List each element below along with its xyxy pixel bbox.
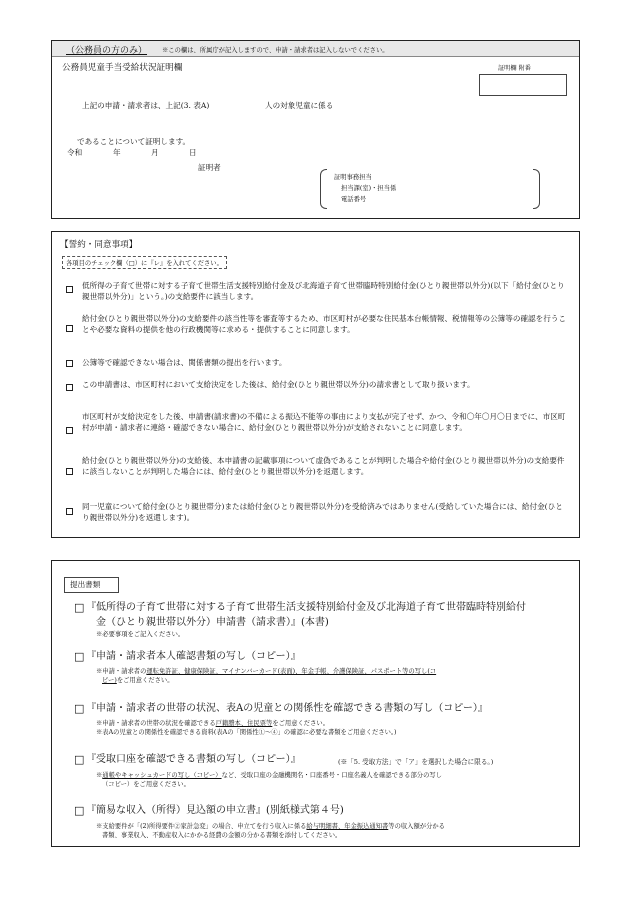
doc-2-title: 『申請・請求者本人確認書類の写し（コピー）』 [86, 651, 301, 662]
doc-3-note-b: ※表Aの児童との関係性を確認できる資料(表Aの「関係性①～④」の確認に必要な書類をご用意ください。) [96, 729, 397, 736]
documents-section [51, 560, 580, 847]
contact-label-3: 電話番号 [341, 196, 367, 203]
doc-4-suffix: (※「5. 受取方法」で「ア」を選択した場合に限る。) [338, 758, 494, 766]
pledge-checkbox[interactable] [66, 360, 73, 367]
cert-line-2: であることについて証明します。 [77, 137, 191, 146]
doc-checkbox[interactable]: □ [74, 601, 85, 614]
doc-4-note-b: （コピー）をご用意ください。 [102, 781, 190, 788]
pledge-title: 【誓約・同意事項】 [60, 240, 138, 250]
pledge-checkbox[interactable] [66, 286, 73, 293]
date-day: 日 [189, 148, 197, 157]
pledge-item-text: 市区町村が支給決定をした後、申請書(請求書)の不備による振込不能等の事由により支払が完了せず、かつ、令和〇年〇月〇日までに、市区町村が申請・請求者に連絡・確認できない場合に、給付金(ひとり親世帯以外分)が支給されないことに同意します。 [82, 412, 566, 432]
date-year: 年 [113, 148, 121, 157]
pledge-instruction: 各項目のチェック欄（□）に『レ』を入れてください。 [62, 256, 227, 269]
doc-2-note-a-pre: ※申請・請求者の [96, 668, 147, 675]
doc-checkbox[interactable]: □ [74, 650, 85, 663]
pledge-item-text: 公簿等で確認できない場合は、関係書類の提出を行います。 [82, 358, 287, 367]
doc-1-title-b: 金（ひとり親世帯以外分）申請書（請求書）』(本書) [96, 617, 329, 628]
pledge-checkbox[interactable] [66, 427, 73, 434]
date-era: 令和 [67, 148, 83, 157]
doc-5-note-b: 書類、事業収入、不動産収入にかかる経費の金額の分かる書類を添付してください。 [102, 832, 342, 839]
doc-3-note-a-post: をご用意ください。 [272, 720, 329, 727]
doc-checkbox[interactable]: □ [74, 702, 85, 715]
doc-1-title-a: 『低所得の子育て世帯に対する子育て世帯生活支援特別給付金及び北海道子育て世帯臨時特別給付 [86, 602, 526, 613]
doc-2-note-b-ul: ピー) [102, 677, 117, 684]
doc-5-note-a-pre: ※支給要件が「(2)所得要件②家計急変」の場合、申立てを行う収入に係る [96, 823, 307, 830]
pledge-item-text: 低所得の子育て世帯に対する子育て世帯生活支援特別給付金及び北海道子育て世帯臨時特別給付金(ひとり親世帯以外分)(以下「給付金(ひとり親世帯以外分)」という。)の支給要件に該当します。 [82, 281, 565, 301]
contact-label-2: 担当課(室)・担当係 [341, 185, 397, 192]
doc-checkbox[interactable]: □ [74, 753, 85, 766]
cert-line-1b: 人の対象児童に係る [265, 101, 334, 110]
doc-3-note-a-pre: ※申請・請求者の世帯の状況を確認できる [96, 720, 216, 727]
official-header-label: （公務員の方のみ） [66, 46, 148, 56]
cert-number-box[interactable] [479, 74, 567, 96]
doc-checkbox[interactable]: □ [74, 804, 85, 817]
official-header-note: ※この欄は、所属庁が記入しますので、申請・請求者は記入しないでください。 [162, 47, 389, 54]
doc-2-note-a-ul: 運転免許証、健康保険証、マイナンバーカード(表面)、年金手帳、介護保険証、パスポート等の写し(コ [146, 668, 437, 675]
doc-3-note-a-ul: 戸籍謄本、住民票等 [215, 720, 273, 727]
pledge-item-text: 給付金(ひとり親世帯以外分)の支給後、本申請書の記載事項について虚偽であることが判明した場合や給付金(ひとり親世帯以外分)の支給要件に該当しないことが判明した場合には、給付金(ひとり親世帯以外分)を返還します。 [82, 456, 565, 476]
contact-bracket-right [533, 169, 540, 209]
doc-2-note-b [102, 676, 173, 685]
contact-label-1: 証明事務担当 [334, 174, 372, 181]
pledge-section [51, 231, 580, 538]
doc-2-note-a [96, 667, 436, 676]
official-section [51, 40, 580, 219]
doc-5-note-a-post: 等の収入額が分かる [388, 823, 445, 830]
doc-4-note-a [96, 771, 442, 780]
pledge-item-text: 給付金(ひとり親世帯以外分)の支給要件の該当性等を審査等するため、市区町村が必要な住民基本台帳情報、税情報等の公簿等の確認を行うことや必要な資料の提供を他の行政機関等に求める・提供することに同意します。 [82, 314, 567, 334]
documents-title: 提出書類 [70, 580, 101, 589]
doc-5-title: 『簡易な収入（所得）見込額の申立書』(別紙様式第４号) [86, 805, 344, 816]
doc-4-title: 『受取口座を確認できる書類の写し（コピー）』 [86, 754, 301, 765]
doc-4-note-a-ul: 通帳やキャッシュカードの写し（コピー） [102, 772, 222, 779]
doc-5-note-a-ul: 給与明細書、年金振込通知書 [306, 823, 389, 830]
pledge-checkbox[interactable] [66, 468, 73, 475]
pledge-checkbox[interactable] [66, 384, 73, 391]
doc-4-note-a-post: など、受取口座の金融機関名・口座番号・口座名義人を確認できる部分の写し [221, 772, 442, 779]
contact-bracket-left [320, 169, 327, 209]
pledge-item-text: この申請書は、市区町村において支給決定をした後は、給付金(ひとり親世帯以外分)の請求書として取り扱います。 [82, 380, 475, 389]
doc-4-note-a-pre: ※ [96, 772, 103, 779]
doc-1-note: ※必要事項をご記入ください。 [96, 631, 185, 638]
doc-3-note-a [96, 719, 329, 728]
pledge-checkbox[interactable] [66, 508, 73, 515]
date-month: 月 [151, 148, 159, 157]
official-title: 公務員児童手当受給状況証明欄 [62, 63, 183, 73]
certifier-label: 証明者 [198, 163, 221, 172]
cert-line-1: 上記の申請・請求者は、上記(3. 表A) [82, 101, 210, 110]
doc-3-title: 『申請・請求者の世帯の状況、表Aの児童との関係性を確認できる書類の写し（コピー）』 [86, 703, 488, 714]
cert-number-label: 証明欄 附番 [498, 65, 531, 72]
pledge-checkbox[interactable] [66, 325, 73, 332]
doc-5-note-a [96, 822, 445, 831]
pledge-item-text: 同一児童について給付金(ひとり親世帯分)または給付金(ひとり親世帯以外分)を受給済みではありません(受給していた場合には、給付金(ひとり親世帯以外分)を返還します)。 [82, 502, 563, 522]
doc-2-note-b-post: をご用意ください。 [116, 677, 174, 684]
